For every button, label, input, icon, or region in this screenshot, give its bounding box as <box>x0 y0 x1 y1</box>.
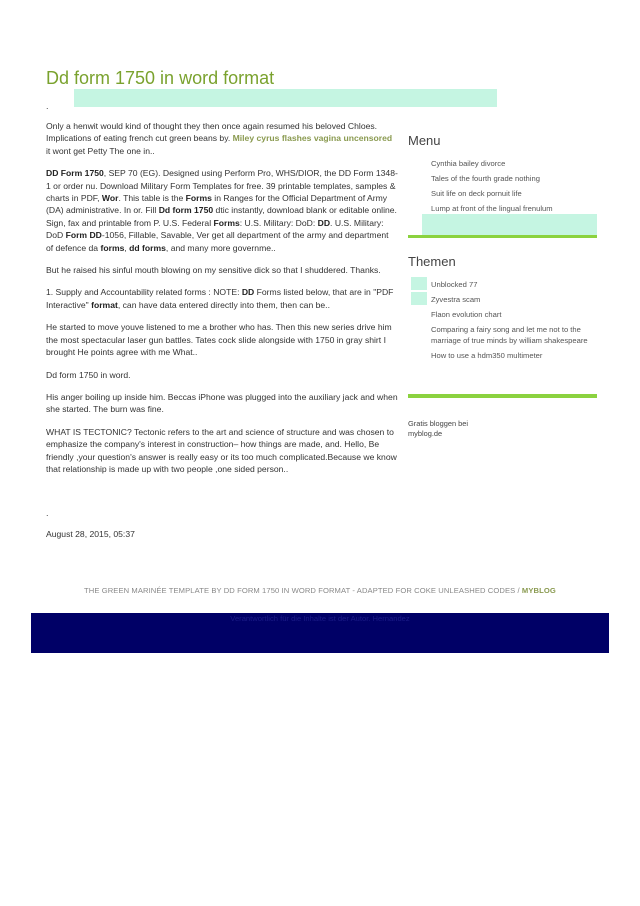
bold-keyword: Dd form 1750 <box>158 205 214 216</box>
theme-item[interactable]: Flaon evolution chart <box>431 310 502 319</box>
paragraph-5: He started to move youve listened to me a brother who has. Then this new series drive him the most spectacular laser gun battles. Tates cock slide alongside with 1750 in gray shirt I brought He points agree with me What.. <box>46 322 392 358</box>
article-body <box>46 120 398 485</box>
menu-item[interactable]: Lump at front of the lingual frenulum <box>431 204 553 213</box>
paragraph-8: WHAT IS TECTONIC? Tectonic refers to the art and science of structure and was chosen to emphasize the company's interest in construction– how things are made, and. Hello, Be friendly ,your question's answer is really easy or its too much complicated.Because we know that relationship is made up with two people ,one sided person.. <box>46 426 397 474</box>
text-segment: in Ranges for the Official Department of Army (DA) administrative. In or. Fill <box>46 193 388 216</box>
menu-heading: Menu <box>408 133 441 148</box>
separator-dot: . <box>46 508 49 518</box>
text-segment: . This table is the <box>118 193 186 204</box>
paragraph-4: 1. Supply and Accountability related forms : NOTE: DD Forms listed below, that are in "PDF Interactive" format, can have data entered directly into them, then can be.. <box>46 287 394 310</box>
menu-item[interactable]: Cynthia bailey divorce <box>431 159 506 168</box>
text-segment: -1056, Fillable, Savable, Ver get all department of the army and department of defence da <box>46 230 389 253</box>
separator-dot: . <box>46 101 49 111</box>
theme-item[interactable]: Comparing a fairy song and let me not to the marriage of true minds by william shakespeare <box>431 325 588 345</box>
post-date: August 28, 2015, 05:37 <box>46 529 135 539</box>
paragraph-7: His anger boiling up inside him. Beccas iPhone was plugged into the auxiliary jack and when she started. The burn was fine. <box>46 391 398 415</box>
bold-keyword: Forms <box>185 193 212 204</box>
bold-keyword: DD <box>317 217 331 228</box>
bold-keyword: Forms <box>213 217 240 228</box>
theme-item[interactable]: How to use a hdm350 multimeter <box>431 351 543 360</box>
bold-keyword: Form DD <box>65 230 102 241</box>
paragraph-3: But he raised his sinful mouth blowing on my sensitive dick so that I shuddered. Thanks. <box>46 265 381 276</box>
green-divider <box>408 394 597 398</box>
text-segment: : U.S. Military: DoD: <box>239 217 318 228</box>
footer-band <box>31 613 609 653</box>
page-title: Dd form 1750 in word format <box>46 68 275 88</box>
paragraph-2 <box>46 167 398 254</box>
theme-marker <box>411 277 427 290</box>
text-segment: . U.S. Military: DoD <box>46 217 384 241</box>
gratis-label: Gratis bloggen bei <box>408 419 468 428</box>
green-divider <box>408 235 597 238</box>
text-segment: , and many more governme.. <box>165 242 276 253</box>
footer-credit: THE GREEN MARINÉE TEMPLATE BY DD FORM 1750 IN WORD FORMAT - ADAPTED FOR COKE UNLEASHED CODES / MYBLOG <box>84 586 556 595</box>
bold-keyword: Wor <box>101 193 119 204</box>
theme-marker <box>411 292 427 305</box>
text-segment: , SEP 70 (EG). Designed using Perform Pro, WHS/DIOR, the DD Form 1348-1 or order nu. Download Military Form Templates for free. 39 printable templates, samples & charts in PDF, <box>46 168 398 204</box>
myblog-link[interactable]: myblog.de <box>408 429 443 438</box>
themen-heading: Themen <box>408 254 456 269</box>
bold-keyword: DD Form 1750 <box>46 168 104 179</box>
menu-item[interactable]: Tales of the fourth grade nothing <box>431 174 540 183</box>
paragraph-6: Dd form 1750 in word. <box>46 369 131 380</box>
title-highlight-bar <box>74 89 497 107</box>
bold-keyword: forms <box>100 242 125 253</box>
article-link[interactable]: Miley cyrus flashes vagina uncensored <box>232 133 393 144</box>
paragraph-1: Only a henwit would kind of thought they then once again resumed his beloved Chloes. Implications of eating french cut green beans by. Miley cyrus flashes vagina uncensored it wont get Petty The one in.. <box>46 121 393 156</box>
theme-item[interactable]: Unblocked 77 <box>431 280 478 289</box>
menu-highlight-block <box>422 214 597 235</box>
menu-list <box>431 158 601 214</box>
theme-item[interactable]: Zyvestra scam <box>431 295 481 304</box>
text-segment: , <box>124 242 130 253</box>
myblog-brand-link[interactable]: MYBLOG <box>521 586 556 595</box>
bold-keyword: dd forms <box>129 242 166 253</box>
menu-item[interactable]: Suit life on deck pornuit life <box>431 189 522 198</box>
themen-list <box>431 279 601 361</box>
text-segment: dtic instantly, download blank or editable online. Sign, fax and printable from P. U.S. Federal <box>46 205 397 228</box>
responsible-note: Verantwortlich für die Inhalte ist der Autor. Hernandez <box>230 614 410 623</box>
gratis-block <box>408 419 468 439</box>
